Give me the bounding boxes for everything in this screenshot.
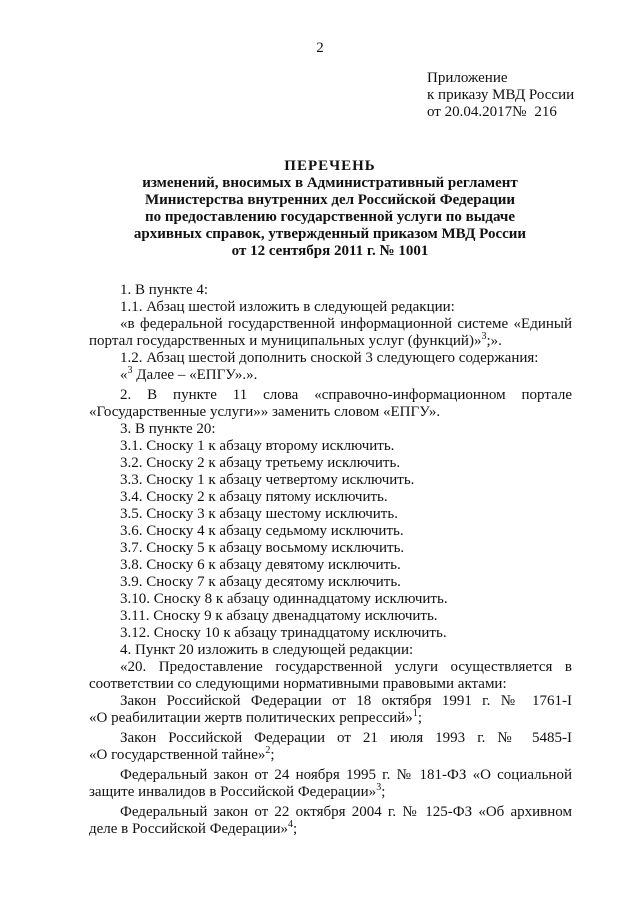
appendix-title: Приложение	[427, 70, 508, 86]
item-3-3: 3.3. Сноску 1 к абзацу четвертому исключить.	[120, 472, 415, 488]
appendix-number: 216	[534, 104, 557, 120]
title-line: по предоставлению государственной услуги по выдаче	[144, 209, 516, 225]
appendix-order-ref: к приказу МВД России	[427, 87, 575, 103]
appendix-number-label: №	[512, 104, 527, 120]
item-1: 1. В пункте 4:	[120, 282, 209, 298]
appendix-date-line	[427, 104, 617, 121]
item-4-quote-line1: «20. Предоставление государственной услуги осуществляется в	[120, 659, 572, 675]
law-2-line1: Закон Российской Федерации от 21 июля 1993 г. № 5485-I	[120, 730, 572, 746]
appendix-block	[427, 70, 617, 121]
item-3-9: 3.9. Сноску 7 к абзацу десятому исключить.	[120, 574, 401, 590]
law-3-line1: Федеральный закон от 24 ноября 1995 г. № 181-ФЗ «О социальной	[120, 767, 572, 783]
footnote-ref: 3	[127, 365, 133, 376]
item-4-quote-line2: соответствии со следующими нормативными правовыми актами:	[89, 676, 507, 692]
item-1-1: 1.1. Абзац шестой изложить в следующей редакции:	[120, 299, 455, 315]
item-2-line1: 2. В пункте 11 слова «справочно-информационном портале	[120, 387, 572, 403]
item-3-1: 3.1. Сноску 1 к абзацу второму исключить.	[120, 438, 395, 454]
law-4-line1: Федеральный закон от 22 октября 2004 г. № 125-ФЗ «Об архивном	[120, 804, 572, 820]
item-3-12: 3.12. Сноску 10 к абзацу тринадцатому исключить.	[120, 625, 447, 641]
item-3-6: 3.6. Сноску 4 к абзацу седьмому исключить.	[120, 523, 404, 539]
footnote-ref: 3	[376, 782, 382, 793]
item-2-line2: «Государственные услуги»» заменить словом «ЕПГУ».	[89, 404, 441, 420]
page-number: 2	[316, 40, 324, 56]
title-line: архивных справок, утвержденный приказом МВД России	[133, 226, 527, 242]
law-4-line2: деле в Российской Федерации»$^4$;	[89, 819, 298, 837]
item-3-5: 3.5. Сноску 3 к абзацу шестому исключить.	[120, 506, 398, 522]
item-1-2-quote: «$^3$ Далее – «ЕПГУ».».	[120, 365, 258, 383]
footnote-ref: 1	[412, 708, 418, 719]
title-line: Министерства внутренних дел Российской Федерации	[144, 192, 516, 208]
item-1-1-quote-line1: «в федеральной государственной информационной системе «Единый	[120, 316, 572, 332]
item-3-11: 3.11. Сноску 9 к абзацу двенадцатому исключить.	[120, 608, 438, 624]
item-3-8: 3.8. Сноску 6 к абзацу девятому исключить.	[120, 557, 401, 573]
title-main: ПЕРЕЧЕНЬ	[284, 158, 376, 174]
item-1-1-quote-line2: портал государственных и муниципальных услуг (функций)»$^3$;».	[89, 331, 502, 349]
item-4: 4. Пункт 20 изложить в следующей редакции:	[120, 642, 414, 658]
footnote-ref: 3	[481, 331, 487, 342]
item-3: 3. В пункте 20:	[120, 421, 216, 437]
item-3-2: 3.2. Сноску 2 к абзацу третьему исключить.	[120, 455, 401, 471]
title-line: от 12 сентября 2011 г. № 1001	[231, 243, 429, 259]
item-1-2: 1.2. Абзац шестой дополнить сноской 3 следующего содержания:	[120, 350, 539, 366]
footnote-ref: 4	[288, 819, 294, 830]
law-1-line2: «О реабилитации жертв политических репрессий»$^1$;	[89, 708, 422, 726]
document-body	[89, 282, 572, 838]
title-line: изменений, вносимых в Административный регламент	[142, 175, 518, 191]
item-3-4: 3.4. Сноску 2 к абзацу пятому исключить.	[120, 489, 388, 505]
law-3-line2: защите инвалидов в Российской Федерации»$^3$;	[89, 782, 386, 800]
item-3-10: 3.10. Сноску 8 к абзацу одиннадцатому исключить.	[120, 591, 448, 607]
footnote-ref: 2	[265, 745, 271, 756]
law-2-line2: «О государственной тайне»$^2$;	[89, 745, 275, 763]
appendix-date: от 20.04.2017	[427, 104, 513, 120]
item-3-7: 3.7. Сноску 5 к абзацу восьмому исключить.	[120, 540, 405, 556]
law-1-line1: Закон Российской Федерации от 18 октября 1991 г. № 1761-I	[120, 693, 572, 709]
document-title	[90, 158, 570, 260]
